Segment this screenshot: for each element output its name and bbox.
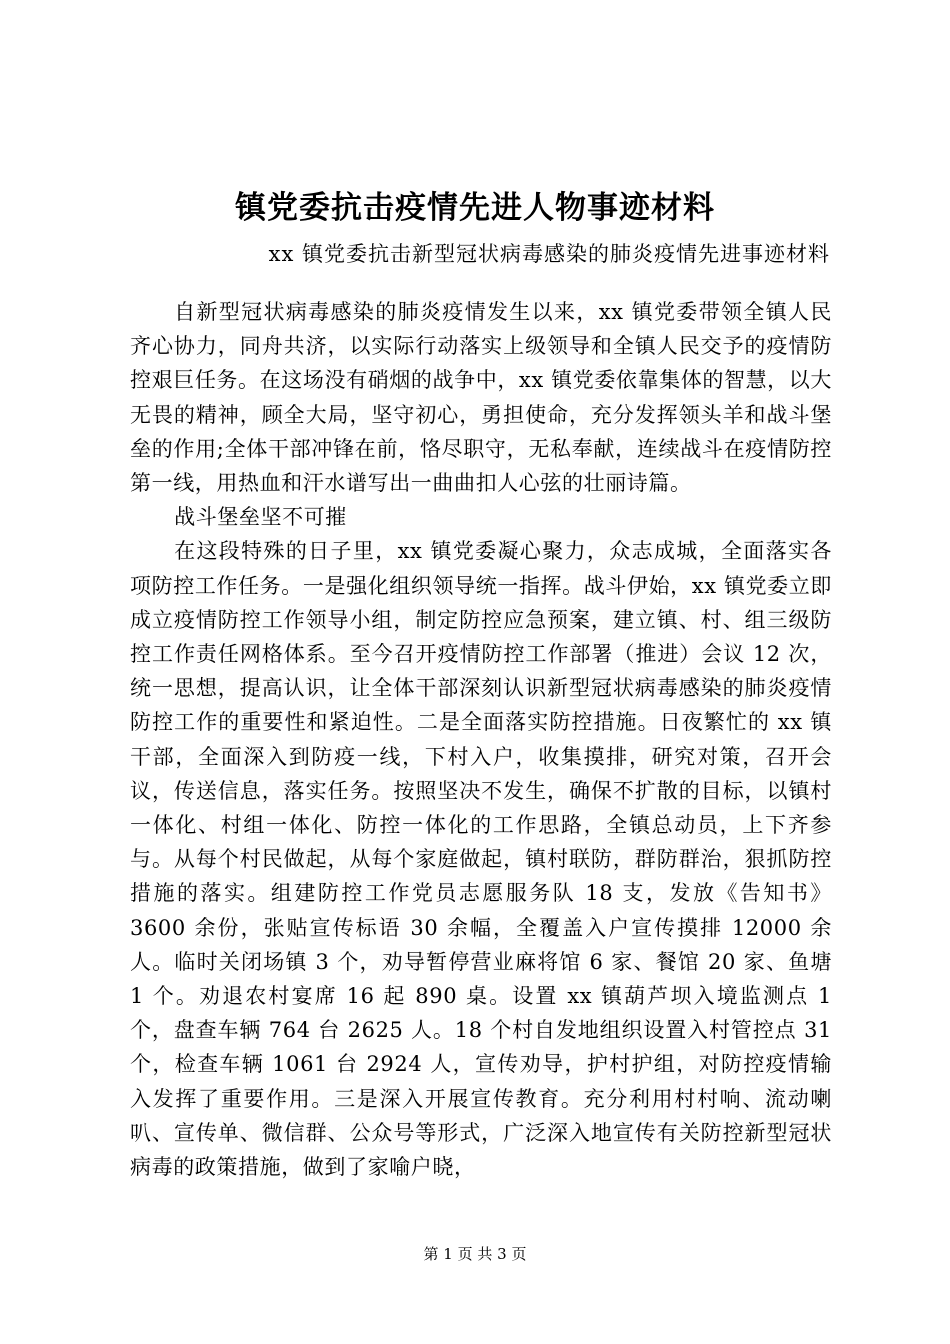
document-body <box>130 295 832 1184</box>
body-paragraph: 在这段特殊的日子里，xx 镇党委凝心聚力，众志成城，全面落实各项防控工作任务。一是强化组织领导统一指挥。战斗伊始，xx 镇党委立即成立疫情防控工作领导小组，制定防控应急预案，建立镇、村、组三级防控工作责任网格体系。至今召开疫情防控工作部署（推进）会议 12 次，统一思想，提高认识，让全体干部深刻认识新型冠状病毒感染的肺炎疫情防控工作的重要性和紧迫性。二是全面落实防控措施。日夜繁忙的 xx 镇干部，全面深入到防疫一线，下村入户，收集摸排，研究对策，召开会议，传送信息，落实任务。按照坚决不发生，确保不扩散的目标，以镇村一体化、村组一体化、防控一体化的工作思路，全镇总动员，上下齐参与。从每个村民做起，从每个家庭做起，镇村联防，群防群治，狠抓防控措施的落实。组建防控工作党员志愿服务队 18 支，发放《告知书》3600 余份，张贴宣传标语 30 余幅，全覆盖入户宣传摸排 12000 余人。临时关闭场镇 3 个，劝导暂停营业麻将馆 6 家、餐馆 20 家、鱼塘 1 个。劝退农村宴席 16 起 890 桌。设置 xx 镇葫芦坝入境监测点 1 个，盘查车辆 764 台 2625 人。18 个村自发地组织设置入村管控点 31 个，检查车辆 1061 台 2924 人，宣传劝导，护村护组，对防控疫情输入发挥了重要作用。三是深入开展宣传教育。充分利用村村响、流动喇叭、宣传单、微信群、公众号等形式，广泛深入地宣传有关防控新型冠状病毒的政策措施，做到了家喻户晓， <box>130 539 832 1180</box>
page-footer: 第 1 页 共 3 页 <box>423 1245 527 1263</box>
section-heading: 战斗堡垒坚不可摧 <box>174 505 347 530</box>
body-paragraph: 自新型冠状病毒感染的肺炎疫情发生以来，xx 镇党委带领全镇人民齐心协力，同舟共济，以实际行动落实上级领导和全镇人民交予的疫情防控艰巨任务。在这场没有硝烟的战争中，xx 镇党委依靠集体的智慧，以大无畏的精神，顾全大局，坚守初心，勇担使命，充分发挥领头羊和战斗堡垒的作用;全体干部冲锋在前，恪尽职守，无私奉献，连续战斗在疫情防控第一线，用热血和汗水谱写出一曲曲扣人心弦的壮丽诗篇。 <box>130 300 832 496</box>
document-subtitle: xx 镇党委抗击新型冠状病毒感染的肺炎疫情先进事迹材料 <box>268 242 830 266</box>
document-title: 镇党委抗击疫情先进人物事迹材料 <box>235 190 715 226</box>
